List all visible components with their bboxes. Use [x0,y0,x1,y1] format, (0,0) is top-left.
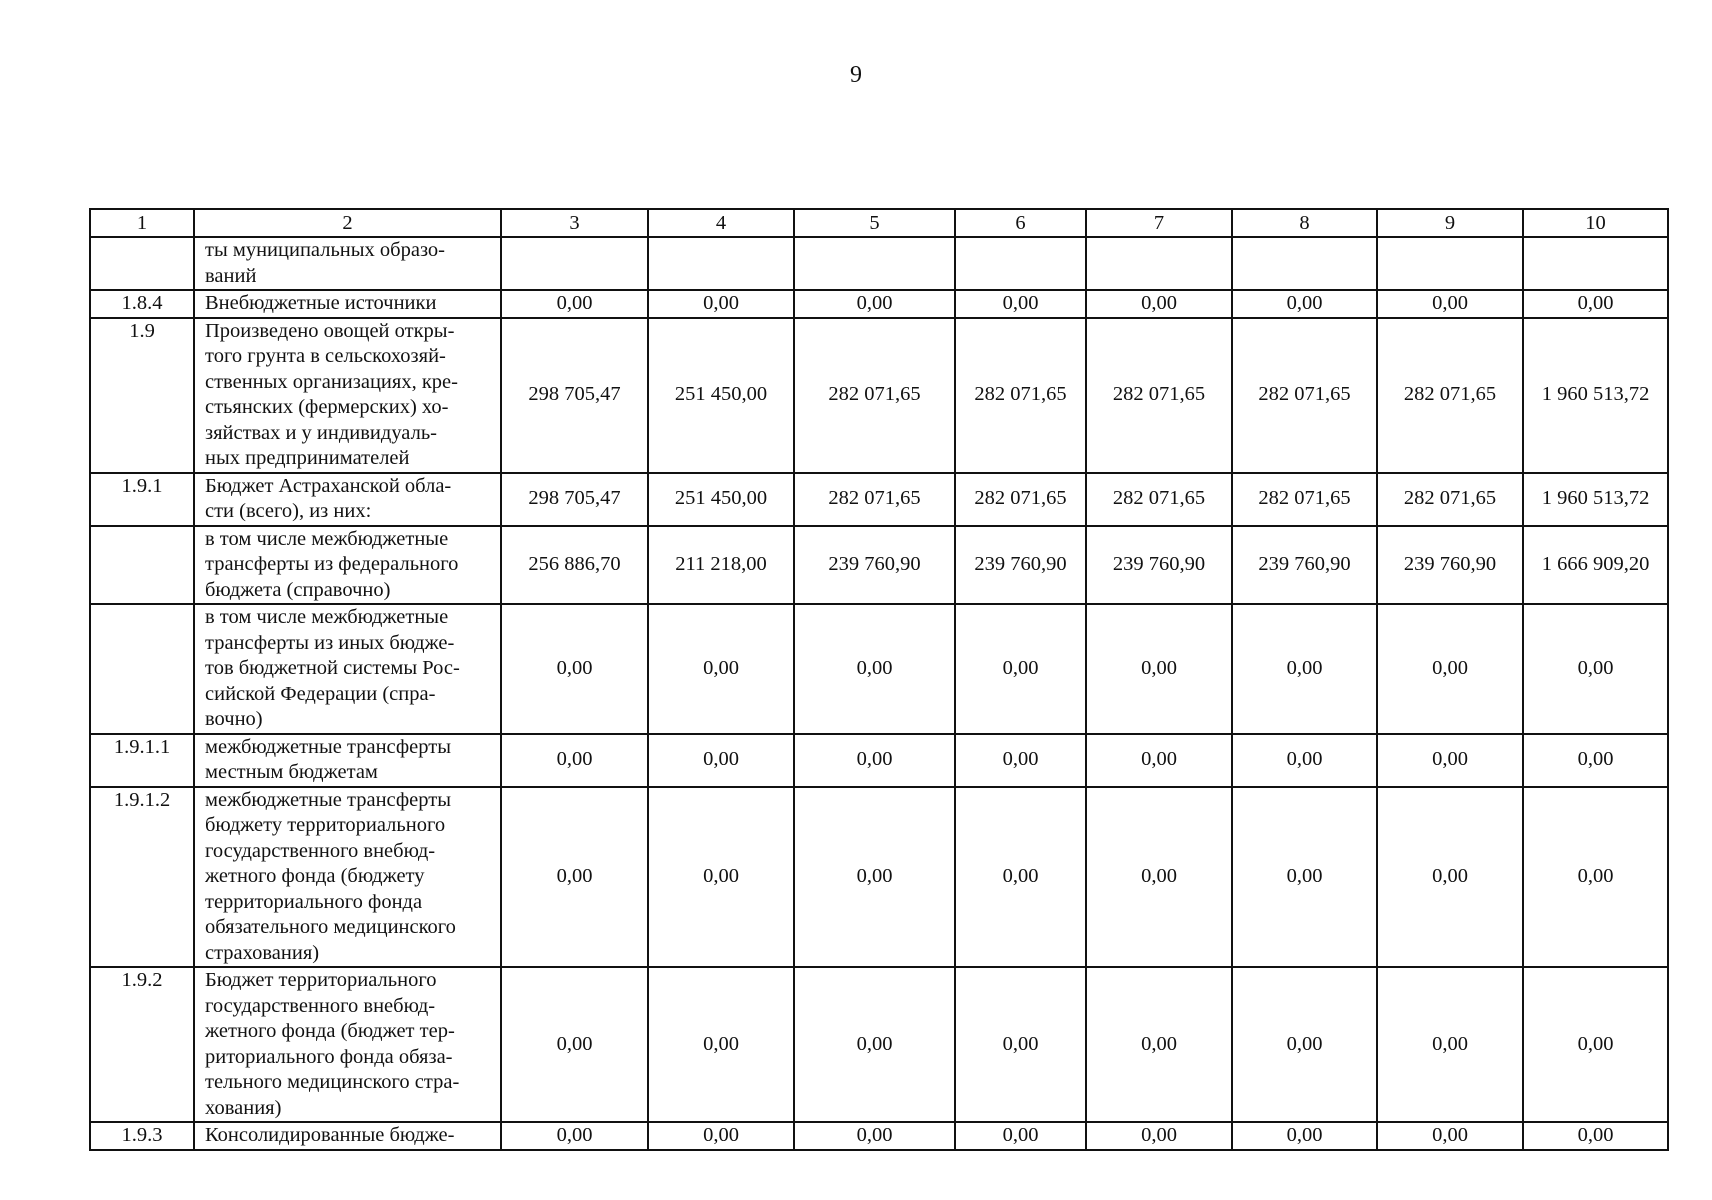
value-cell: 0,00 [955,967,1086,1122]
value-cell: 0,00 [1377,1122,1523,1150]
column-header: 9 [1377,209,1523,237]
column-header: 2 [194,209,501,237]
row-name-line: жетного фонда (бюджет тер- [205,1020,455,1042]
value-cell: 0,00 [1232,1122,1377,1150]
value-cell: 298 705,47 [501,318,648,473]
row-name [194,318,501,473]
value-cell: 0,00 [501,290,648,318]
value-cell: 0,00 [955,604,1086,734]
value-cell [1086,237,1232,290]
value-cell: 0,00 [1523,787,1668,968]
value-cell: 0,00 [1232,604,1377,734]
column-header: 6 [955,209,1086,237]
budget-table [89,208,1669,1151]
value-cell [1232,237,1377,290]
row-code [90,237,194,290]
row-name-line: государственного внебюд- [205,994,436,1017]
row-name-line: Бюджет территориального [205,969,437,991]
value-cell: 0,00 [1523,1122,1668,1150]
row-name-line: в том числе межбюджетные [205,606,449,628]
value-cell [501,237,648,290]
row-name-line: тельного медицинского стра- [205,1071,460,1093]
row-name-line: риториального фонда обяза- [205,1045,453,1068]
page-number: 9 [850,62,862,88]
row-code: 1.9.1.1 [90,734,194,787]
row-name-line: ственных организациях, кре- [205,370,458,393]
value-cell [794,237,955,290]
value-cell: 0,00 [955,1122,1086,1150]
row-name-line: бюджета (справочно) [205,578,391,601]
value-cell: 0,00 [1523,604,1668,734]
row-name [194,290,501,318]
value-cell: 0,00 [1086,734,1232,787]
value-cell: 282 071,65 [955,318,1086,473]
column-header: 8 [1232,209,1377,237]
table-row [90,526,1668,605]
value-cell: 0,00 [501,967,648,1122]
row-name-line: ты муниципальных образо- [205,239,445,261]
row-name [194,967,501,1122]
column-header: 4 [648,209,794,237]
row-code [90,526,194,605]
row-name-line: сти (всего), из них: [205,500,372,522]
value-cell: 0,00 [1086,967,1232,1122]
row-name-line: территориального фонда [205,890,423,913]
row-name-line: в том числе межбюджетные [205,527,449,550]
row-name-line: того грунта в сельскохозяй- [205,345,446,367]
value-cell: 211 218,00 [648,526,794,605]
table-header-row [90,209,1668,237]
column-header: 5 [794,209,955,237]
row-name-line: трансферты из федерального [205,553,459,575]
value-cell: 0,00 [648,787,794,968]
row-name [194,526,501,605]
value-cell: 0,00 [1086,1122,1232,1150]
row-name-line: местным бюджетам [205,761,378,783]
value-cell: 1 960 513,72 [1523,318,1668,473]
value-cell: 0,00 [648,734,794,787]
value-cell: 251 450,00 [648,473,794,526]
value-cell: 0,00 [955,290,1086,318]
row-name [194,787,501,968]
row-name-line: бюджету территориального [205,814,446,836]
value-cell: 0,00 [794,734,955,787]
row-name-line: сийской Федерации (спра- [205,682,436,705]
table-row [90,318,1668,473]
row-name-line: Внебюджетные источники [205,292,437,314]
table-row [90,1122,1668,1150]
value-cell: 0,00 [1523,967,1668,1122]
value-cell: 282 071,65 [1377,473,1523,526]
row-name-line: хования) [205,1096,282,1119]
row-name-line: межбюджетные трансферты [205,788,451,811]
value-cell [1377,237,1523,290]
value-cell: 282 071,65 [1377,318,1523,473]
value-cell: 0,00 [1232,967,1377,1122]
value-cell: 282 071,65 [1086,473,1232,526]
table-row [90,734,1668,787]
value-cell: 0,00 [1523,734,1668,787]
table-row [90,787,1668,968]
value-cell: 0,00 [1086,604,1232,734]
value-cell: 282 071,65 [1232,473,1377,526]
value-cell: 282 071,65 [955,473,1086,526]
value-cell: 0,00 [1377,967,1523,1122]
row-name-line: стьянских (фермерских) хо- [205,396,449,418]
value-cell: 0,00 [648,1122,794,1150]
value-cell: 0,00 [1523,290,1668,318]
row-name [194,734,501,787]
table-row [90,290,1668,318]
value-cell: 0,00 [1377,734,1523,787]
row-name-line: вочно) [205,708,263,730]
value-cell: 0,00 [1377,604,1523,734]
value-cell [648,237,794,290]
value-cell: 0,00 [1377,290,1523,318]
value-cell: 239 760,90 [1086,526,1232,605]
value-cell: 0,00 [501,604,648,734]
value-cell: 1 960 513,72 [1523,473,1668,526]
value-cell [955,237,1086,290]
value-cell: 0,00 [794,604,955,734]
row-name [194,473,501,526]
value-cell: 282 071,65 [1086,318,1232,473]
value-cell: 0,00 [1377,787,1523,968]
column-header: 10 [1523,209,1668,237]
row-name [194,604,501,734]
value-cell: 239 760,90 [794,526,955,605]
value-cell: 239 760,90 [955,526,1086,605]
value-cell: 0,00 [1232,290,1377,318]
row-code: 1.9.1 [90,473,194,526]
value-cell: 239 760,90 [1377,526,1523,605]
value-cell: 0,00 [648,967,794,1122]
value-cell: 282 071,65 [794,318,955,473]
column-header: 3 [501,209,648,237]
value-cell: 282 071,65 [1232,318,1377,473]
row-name-line: межбюджетные трансферты [205,735,451,758]
row-name-line: трансферты из иных бюдже- [205,631,455,654]
row-name-line: государственного внебюд- [205,839,436,862]
value-cell: 0,00 [1232,734,1377,787]
column-header: 7 [1086,209,1232,237]
row-code: 1.9.3 [90,1122,194,1150]
value-cell: 1 666 909,20 [1523,526,1668,605]
row-name-line: жетного фонда (бюджету [205,865,425,887]
row-name-line: тов бюджетной системы Рос- [205,657,460,679]
table-row [90,967,1668,1122]
row-name [194,1122,501,1150]
value-cell: 0,00 [501,1122,648,1150]
value-cell: 282 071,65 [794,473,955,526]
value-cell: 0,00 [648,290,794,318]
row-name-line: Произведено овощей откры- [205,319,455,342]
value-cell: 0,00 [794,290,955,318]
value-cell: 0,00 [648,604,794,734]
row-name-line: ваний [205,264,257,287]
value-cell [1523,237,1668,290]
value-cell: 0,00 [794,787,955,968]
row-name-line: Бюджет Астраханской обла- [205,474,452,497]
value-cell: 251 450,00 [648,318,794,473]
row-code [90,604,194,734]
table-row [90,473,1668,526]
value-cell: 0,00 [1086,290,1232,318]
table-row [90,237,1668,290]
value-cell: 0,00 [794,1122,955,1150]
table-row [90,604,1668,734]
value-cell: 0,00 [1086,787,1232,968]
row-name [194,237,501,290]
value-cell: 0,00 [955,787,1086,968]
row-name-line: обязательного медицинского [205,916,456,938]
value-cell: 298 705,47 [501,473,648,526]
row-code: 1.9.2 [90,967,194,1122]
row-code: 1.9.1.2 [90,787,194,968]
value-cell: 256 886,70 [501,526,648,605]
value-cell: 0,00 [501,787,648,968]
value-cell: 0,00 [955,734,1086,787]
column-header: 1 [90,209,194,237]
row-name-line: ных предпринимателей [205,447,410,469]
row-code: 1.8.4 [90,290,194,318]
value-cell: 239 760,90 [1232,526,1377,605]
row-name-line: зяйствах и у индивидуаль- [205,421,437,444]
value-cell: 0,00 [1232,787,1377,968]
row-code: 1.9 [90,318,194,473]
row-name-line: страхования) [205,941,320,964]
value-cell: 0,00 [794,967,955,1122]
value-cell: 0,00 [501,734,648,787]
row-name-line: Консолидированные бюдже- [205,1124,455,1146]
